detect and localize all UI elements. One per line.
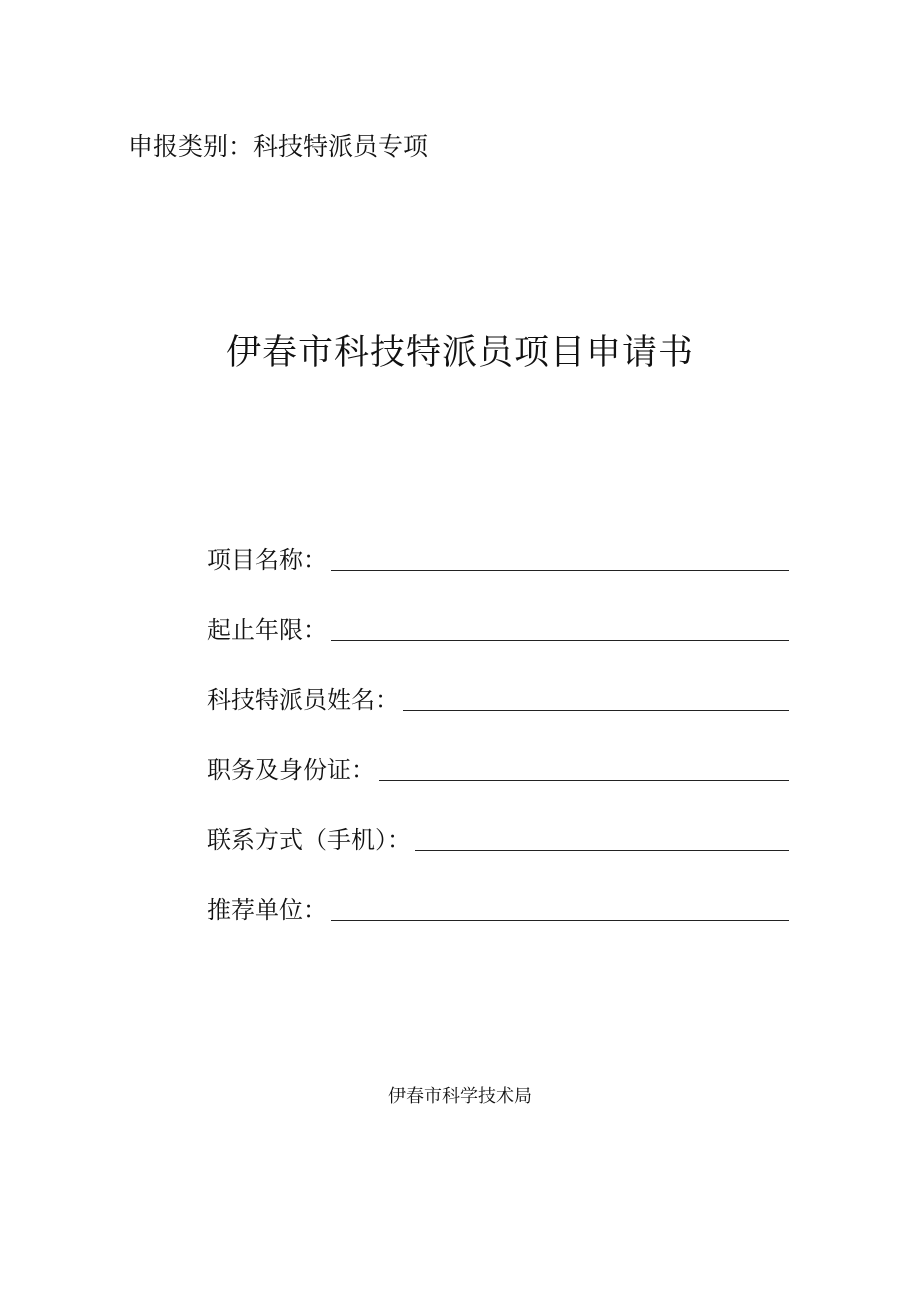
application-category: 申报类别：科技特派员专项 <box>128 132 429 161</box>
field-label: 职务及身份证： <box>207 756 375 784</box>
blank-line <box>331 919 789 921</box>
blank-line <box>403 709 789 711</box>
field-duration <box>207 608 789 648</box>
field-recommending-unit <box>207 888 789 928</box>
field-contact-phone <box>207 818 789 858</box>
field-project-name <box>207 538 789 578</box>
field-commissioner-name <box>207 678 789 718</box>
field-position-id <box>207 748 789 788</box>
field-label: 项目名称： <box>207 546 327 574</box>
blank-line <box>415 849 789 851</box>
form-fields <box>207 538 789 958</box>
document-title: 伊春市科技特派员项目申请书 <box>225 333 694 373</box>
field-label: 联系方式（手机）： <box>207 826 411 854</box>
field-label: 推荐单位： <box>207 896 327 924</box>
blank-line <box>331 569 789 571</box>
field-label: 科技特派员姓名： <box>207 686 399 714</box>
blank-line <box>331 639 789 641</box>
field-label: 起止年限： <box>207 616 327 644</box>
issuing-authority: 伊春市科学技术局 <box>388 1086 532 1107</box>
blank-line <box>379 779 789 781</box>
